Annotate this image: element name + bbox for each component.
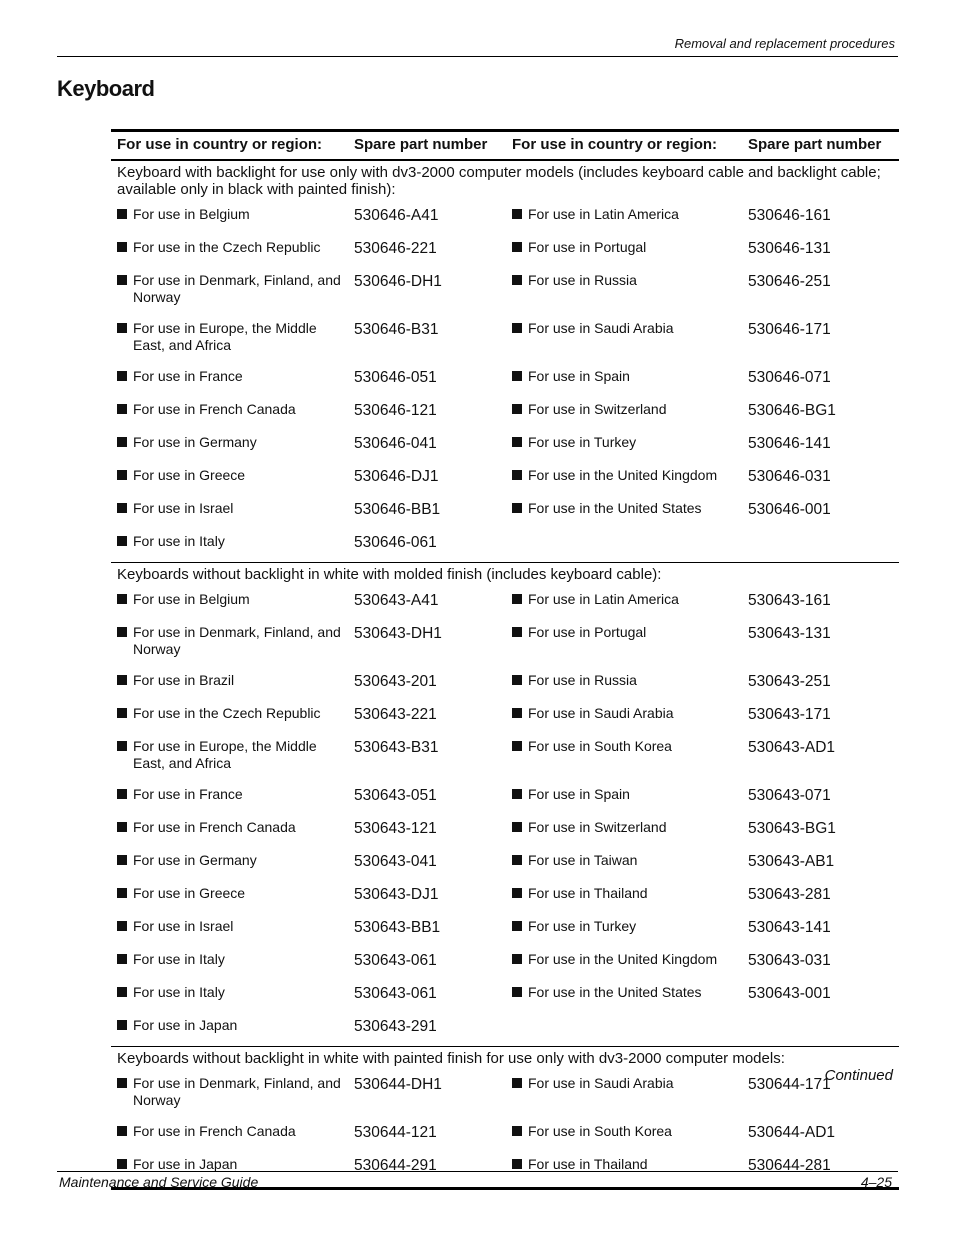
- list-item: [512, 918, 736, 935]
- country-cell: [111, 1071, 348, 1119]
- table-body: [111, 160, 899, 1189]
- country-cell: [111, 463, 348, 496]
- country-label: For use in French Canada: [133, 401, 296, 417]
- list-item: [117, 852, 342, 869]
- country-label: For use in Italy: [133, 951, 225, 967]
- table-row: [111, 815, 899, 848]
- list-item: [512, 885, 736, 902]
- list-item: [512, 591, 736, 608]
- country-cell: [111, 496, 348, 529]
- spare-part-number: 530646-B31: [354, 321, 439, 338]
- country-label: For use in Israel: [133, 500, 234, 516]
- country-cell: [506, 815, 742, 848]
- square-bullet-icon: [512, 888, 522, 898]
- country-cell: [111, 430, 348, 463]
- column-header: For use in country or region:: [506, 131, 742, 161]
- section-header-row: [111, 1047, 899, 1072]
- column-header: Spare part number: [742, 131, 899, 161]
- list-item: [512, 738, 736, 755]
- spare-part-number: 530643-001: [748, 985, 831, 1002]
- country-label: For use in the United Kingdom: [528, 467, 718, 483]
- country-label: For use in Portugal: [528, 624, 647, 640]
- country-label: For use in Greece: [133, 885, 246, 901]
- spare-part-number: 530646-221: [354, 240, 437, 257]
- country-cell: [111, 1013, 348, 1047]
- spare-part-number: 530646-131: [748, 240, 831, 257]
- country-label: For use in French Canada: [133, 1123, 296, 1139]
- square-bullet-icon: [117, 822, 127, 832]
- table-row: [111, 848, 899, 881]
- spare-part-number: 530643-161: [748, 592, 831, 609]
- country-label: For use in Denmark, Finland, and Norway: [133, 1075, 341, 1108]
- square-bullet-icon: [512, 594, 522, 604]
- country-label: For use in the Czech Republic: [133, 239, 321, 255]
- list-item: [117, 951, 342, 968]
- country-label: For use in Turkey: [528, 434, 637, 450]
- page-title: Keyboard: [57, 76, 155, 101]
- square-bullet-icon: [512, 275, 522, 285]
- country-cell: [111, 202, 348, 235]
- country-label: For use in Saudi Arabia: [528, 705, 674, 721]
- square-bullet-icon: [117, 242, 127, 252]
- country-cell: [111, 701, 348, 734]
- spare-part-number: 530643-BG1: [748, 820, 836, 837]
- square-bullet-icon: [512, 1078, 522, 1088]
- square-bullet-icon: [512, 708, 522, 718]
- spare-part-number: 530646-001: [748, 501, 831, 518]
- list-item: [512, 368, 736, 385]
- header-rule: [57, 56, 898, 57]
- table-row: [111, 496, 899, 529]
- spare-part-number: 530643-BB1: [354, 919, 441, 936]
- country-cell: [506, 782, 742, 815]
- square-bullet-icon: [117, 275, 127, 285]
- section-header-row: [111, 563, 899, 588]
- spare-part-number: 530646-DJ1: [354, 468, 439, 485]
- list-item: [117, 624, 342, 657]
- spare-part-number: 530643-121: [354, 820, 437, 837]
- country-label: For use in Saudi Arabia: [528, 1075, 674, 1091]
- country-cell: [111, 587, 348, 620]
- list-item: [512, 819, 736, 836]
- section-description: Keyboards without backlight in white with painted finish for use only with dv3-2000 computer models:: [111, 1047, 899, 1072]
- country-label: For use in Switzerland: [528, 401, 667, 417]
- list-item: [117, 1017, 342, 1034]
- table-row: [111, 202, 899, 235]
- square-bullet-icon: [512, 404, 522, 414]
- square-bullet-icon: [117, 888, 127, 898]
- country-label: For use in Thailand: [528, 885, 648, 901]
- country-cell: [111, 782, 348, 815]
- list-item: [512, 624, 736, 641]
- square-bullet-icon: [512, 1126, 522, 1136]
- table-row: [111, 668, 899, 701]
- table-row: [111, 529, 899, 563]
- footer-page-number: 4–25: [860, 1174, 892, 1190]
- country-label: For use in Portugal: [528, 239, 647, 255]
- spare-part-number: 530643-041: [354, 853, 437, 870]
- square-bullet-icon: [512, 242, 522, 252]
- table-header-row: [111, 131, 899, 161]
- spare-part-number: 530643-071: [748, 787, 831, 804]
- list-item: [512, 500, 736, 517]
- country-cell: [506, 268, 742, 316]
- country-label: For use in Latin America: [528, 591, 679, 607]
- country-cell: [111, 316, 348, 364]
- square-bullet-icon: [117, 323, 127, 333]
- square-bullet-icon: [117, 536, 127, 546]
- country-label: For use in Italy: [133, 533, 225, 549]
- table-row: [111, 463, 899, 496]
- spare-part-number: 530646-141: [748, 435, 831, 452]
- table-row: [111, 235, 899, 268]
- country-label: For use in the United States: [528, 500, 702, 516]
- table-row: [111, 1013, 899, 1047]
- square-bullet-icon: [512, 323, 522, 333]
- country-label: For use in Japan: [133, 1156, 238, 1172]
- country-cell: [111, 529, 348, 563]
- square-bullet-icon: [512, 371, 522, 381]
- square-bullet-icon: [117, 1126, 127, 1136]
- spare-part-number: 530644-171: [748, 1076, 831, 1093]
- spare-part-number: 530643-291: [354, 1018, 437, 1035]
- square-bullet-icon: [117, 921, 127, 931]
- spare-part-number: [742, 1013, 899, 1047]
- table-row: [111, 1119, 899, 1152]
- square-bullet-icon: [117, 708, 127, 718]
- list-item: [117, 239, 342, 256]
- spare-part-number: 530646-121: [354, 402, 437, 419]
- table-row: [111, 316, 899, 364]
- list-item: [117, 1123, 342, 1140]
- square-bullet-icon: [117, 675, 127, 685]
- country-label: For use in Europe, the Middle East, and Africa: [133, 738, 317, 771]
- list-item: [512, 786, 736, 803]
- country-cell: [506, 734, 742, 782]
- continued-label: Continued: [824, 1067, 893, 1084]
- country-label: For use in Spain: [528, 786, 630, 802]
- country-cell: [506, 430, 742, 463]
- square-bullet-icon: [117, 371, 127, 381]
- section-description: Keyboard with backlight for use only with dv3-2000 computer models (includes keyboard cable and backlight cable; available only in black with painted finish):: [117, 164, 881, 198]
- country-cell: [506, 914, 742, 947]
- country-label: For use in Germany: [133, 852, 257, 868]
- list-item: [512, 984, 736, 1001]
- spare-part-number: 530643-AD1: [748, 739, 836, 756]
- table-row: [111, 620, 899, 668]
- country-cell: [506, 1013, 742, 1047]
- list-item: [117, 672, 342, 689]
- spare-part-number: 530643-131: [748, 625, 831, 642]
- spare-part-number: 530646-BG1: [748, 402, 836, 419]
- square-bullet-icon: [512, 675, 522, 685]
- country-cell: [111, 1119, 348, 1152]
- square-bullet-icon: [117, 1159, 127, 1169]
- country-label: For use in the United Kingdom: [528, 951, 718, 967]
- section-description: Keyboards without backlight in white with molded finish (includes keyboard cable):: [111, 563, 899, 588]
- spare-part-number: 530643-221: [354, 706, 437, 723]
- square-bullet-icon: [117, 1020, 127, 1030]
- table-row: [111, 782, 899, 815]
- square-bullet-icon: [512, 437, 522, 447]
- square-bullet-icon: [117, 954, 127, 964]
- square-bullet-icon: [117, 741, 127, 751]
- list-item: [117, 819, 342, 836]
- running-header: Removal and replacement procedures: [674, 36, 895, 51]
- country-cell: [506, 496, 742, 529]
- spare-part-number: 530643-DJ1: [354, 886, 439, 903]
- country-cell: [111, 980, 348, 1013]
- country-label: For use in France: [133, 368, 243, 384]
- list-item: [117, 738, 342, 771]
- spare-part-number: 530646-031: [748, 468, 831, 485]
- spare-part-number: 530643-A41: [354, 592, 439, 609]
- country-label: For use in Russia: [528, 272, 637, 288]
- country-label: For use in French Canada: [133, 819, 296, 835]
- list-item: [117, 368, 342, 385]
- list-item: [512, 705, 736, 722]
- square-bullet-icon: [512, 470, 522, 480]
- list-item: [512, 852, 736, 869]
- list-item: [512, 1075, 736, 1092]
- square-bullet-icon: [117, 627, 127, 637]
- country-cell: [111, 268, 348, 316]
- square-bullet-icon: [512, 789, 522, 799]
- spare-part-number: 530646-BB1: [354, 501, 441, 518]
- country-cell: [506, 364, 742, 397]
- country-label: For use in Spain: [528, 368, 630, 384]
- footer-guide-title: Maintenance and Service Guide: [59, 1174, 259, 1190]
- list-item: [117, 591, 342, 608]
- country-cell: [506, 587, 742, 620]
- spare-part-number: 530643-141: [748, 919, 831, 936]
- spare-part-number: 530643-251: [748, 673, 831, 690]
- list-item: [117, 1075, 342, 1108]
- list-item: [117, 434, 342, 451]
- square-bullet-icon: [117, 1078, 127, 1088]
- section-header-row: [111, 160, 899, 202]
- country-label: For use in Greece: [133, 467, 246, 483]
- list-item: [512, 672, 736, 689]
- list-item: [512, 951, 736, 968]
- list-item: [512, 1123, 736, 1140]
- table-row: [111, 397, 899, 430]
- square-bullet-icon: [117, 209, 127, 219]
- country-cell: [111, 620, 348, 668]
- list-item: [117, 705, 342, 722]
- country-cell: [111, 947, 348, 980]
- country-cell: [506, 529, 742, 563]
- list-item: [117, 320, 342, 353]
- spare-part-number: 530643-B31: [354, 739, 439, 756]
- spare-part-number: 530643-DH1: [354, 625, 442, 642]
- list-item: [117, 401, 342, 418]
- country-cell: [506, 316, 742, 364]
- country-cell: [506, 947, 742, 980]
- spare-part-number: 530644-281: [742, 1152, 899, 1189]
- country-cell: [506, 848, 742, 881]
- country-label: For use in Taiwan: [528, 852, 638, 868]
- square-bullet-icon: [512, 627, 522, 637]
- table-row: [111, 587, 899, 620]
- table-row: [111, 947, 899, 980]
- country-label: For use in Saudi Arabia: [528, 320, 674, 336]
- country-label: For use in Israel: [133, 918, 234, 934]
- country-label: For use in the Czech Republic: [133, 705, 321, 721]
- spare-part-number: 530646-DH1: [354, 273, 442, 290]
- footer-rule: [57, 1171, 898, 1172]
- square-bullet-icon: [117, 594, 127, 604]
- country-label: For use in Europe, the Middle East, and Africa: [133, 320, 317, 353]
- table-row: [111, 881, 899, 914]
- square-bullet-icon: [512, 1159, 522, 1169]
- country-cell: [111, 848, 348, 881]
- country-label: For use in Denmark, Finland, and Norway: [133, 272, 341, 305]
- country-label: For use in Switzerland: [528, 819, 667, 835]
- square-bullet-icon: [512, 503, 522, 513]
- square-bullet-icon: [117, 503, 127, 513]
- spare-part-number: 530644-291: [348, 1152, 506, 1189]
- country-cell: [111, 668, 348, 701]
- list-item: [512, 467, 736, 484]
- list-item: [117, 786, 342, 803]
- spare-part-number: 530643-AB1: [748, 853, 835, 870]
- country-cell: [506, 620, 742, 668]
- spare-part-number: 530646-171: [748, 321, 831, 338]
- list-item: [512, 272, 736, 289]
- country-cell: [111, 881, 348, 914]
- table-row: [111, 364, 899, 397]
- spare-part-number: 530646-051: [354, 369, 437, 386]
- square-bullet-icon: [117, 789, 127, 799]
- country-label: For use in Denmark, Finland, and Norway: [133, 624, 341, 657]
- table-row: [111, 914, 899, 947]
- country-cell: [111, 397, 348, 430]
- spare-part-number: 530643-031: [748, 952, 831, 969]
- square-bullet-icon: [117, 437, 127, 447]
- list-item: [117, 533, 342, 550]
- country-label: For use in France: [133, 786, 243, 802]
- list-item: [117, 918, 342, 935]
- list-item: [512, 320, 736, 337]
- country-cell: [506, 463, 742, 496]
- list-item: [117, 272, 342, 305]
- country-cell: [506, 202, 742, 235]
- country-label: For use in the United States: [528, 984, 702, 1000]
- country-cell: [111, 734, 348, 782]
- list-item: [117, 500, 342, 517]
- square-bullet-icon: [117, 855, 127, 865]
- country-cell: [506, 980, 742, 1013]
- table-row: [111, 701, 899, 734]
- square-bullet-icon: [512, 822, 522, 832]
- country-cell: [111, 914, 348, 947]
- spare-part-number: 530646-061: [354, 534, 437, 551]
- square-bullet-icon: [512, 209, 522, 219]
- spare-part-number: 530643-281: [748, 886, 831, 903]
- spare-part-number: 530643-061: [354, 985, 437, 1002]
- table-row: [111, 1071, 899, 1119]
- country-cell: [506, 397, 742, 430]
- country-cell: [506, 668, 742, 701]
- list-item: [117, 206, 342, 223]
- spare-part-number: 530643-201: [354, 673, 437, 690]
- square-bullet-icon: [512, 741, 522, 751]
- square-bullet-icon: [512, 855, 522, 865]
- country-cell: [111, 364, 348, 397]
- spare-part-number: 530643-061: [354, 952, 437, 969]
- spare-part-number: 530646-251: [748, 273, 831, 290]
- country-cell: [506, 701, 742, 734]
- country-label: For use in South Korea: [528, 738, 672, 754]
- list-item: [512, 401, 736, 418]
- country-label: For use in Turkey: [528, 918, 637, 934]
- square-bullet-icon: [512, 987, 522, 997]
- country-cell: [506, 1119, 742, 1152]
- spare-part-number: 530646-041: [354, 435, 437, 452]
- list-item: [512, 434, 736, 451]
- country-label: For use in Japan: [133, 1017, 238, 1033]
- country-cell: [506, 235, 742, 268]
- country-cell: [111, 815, 348, 848]
- spare-part-number: 530646-A41: [354, 207, 439, 224]
- country-label: For use in Brazil: [133, 672, 235, 688]
- list-item: [117, 467, 342, 484]
- country-label: For use in Italy: [133, 984, 225, 1000]
- table-row: [111, 268, 899, 316]
- column-header: Spare part number: [348, 131, 506, 161]
- country-cell: [506, 1071, 742, 1119]
- spare-parts-table: [111, 129, 899, 1190]
- square-bullet-icon: [512, 921, 522, 931]
- country-label: For use in South Korea: [528, 1123, 672, 1139]
- square-bullet-icon: [117, 987, 127, 997]
- spare-part-number: 530644-AD1: [748, 1124, 836, 1141]
- table-row: [111, 430, 899, 463]
- square-bullet-icon: [512, 954, 522, 964]
- spare-part-number: 530643-171: [748, 706, 831, 723]
- country-cell: [506, 881, 742, 914]
- spare-part-number: [742, 529, 899, 563]
- spare-part-number: 530644-DH1: [354, 1076, 442, 1093]
- column-header: For use in country or region:: [111, 131, 348, 161]
- spare-part-number: 530643-051: [354, 787, 437, 804]
- table-row: [111, 734, 899, 782]
- country-label: For use in Latin America: [528, 206, 679, 222]
- country-cell: [111, 235, 348, 268]
- list-item: [512, 239, 736, 256]
- list-item: [117, 984, 342, 1001]
- country-label: For use in Germany: [133, 434, 257, 450]
- country-label: For use in Thailand: [528, 1156, 648, 1172]
- list-item: [512, 206, 736, 223]
- country-label: For use in Belgium: [133, 591, 250, 607]
- spare-part-number: 530644-121: [354, 1124, 437, 1141]
- spare-part-number: 530646-161: [748, 207, 831, 224]
- country-label: For use in Russia: [528, 672, 637, 688]
- square-bullet-icon: [117, 404, 127, 414]
- spare-part-number: 530646-071: [748, 369, 831, 386]
- table-row: [111, 980, 899, 1013]
- square-bullet-icon: [117, 470, 127, 480]
- country-label: For use in Belgium: [133, 206, 250, 222]
- list-item: [117, 885, 342, 902]
